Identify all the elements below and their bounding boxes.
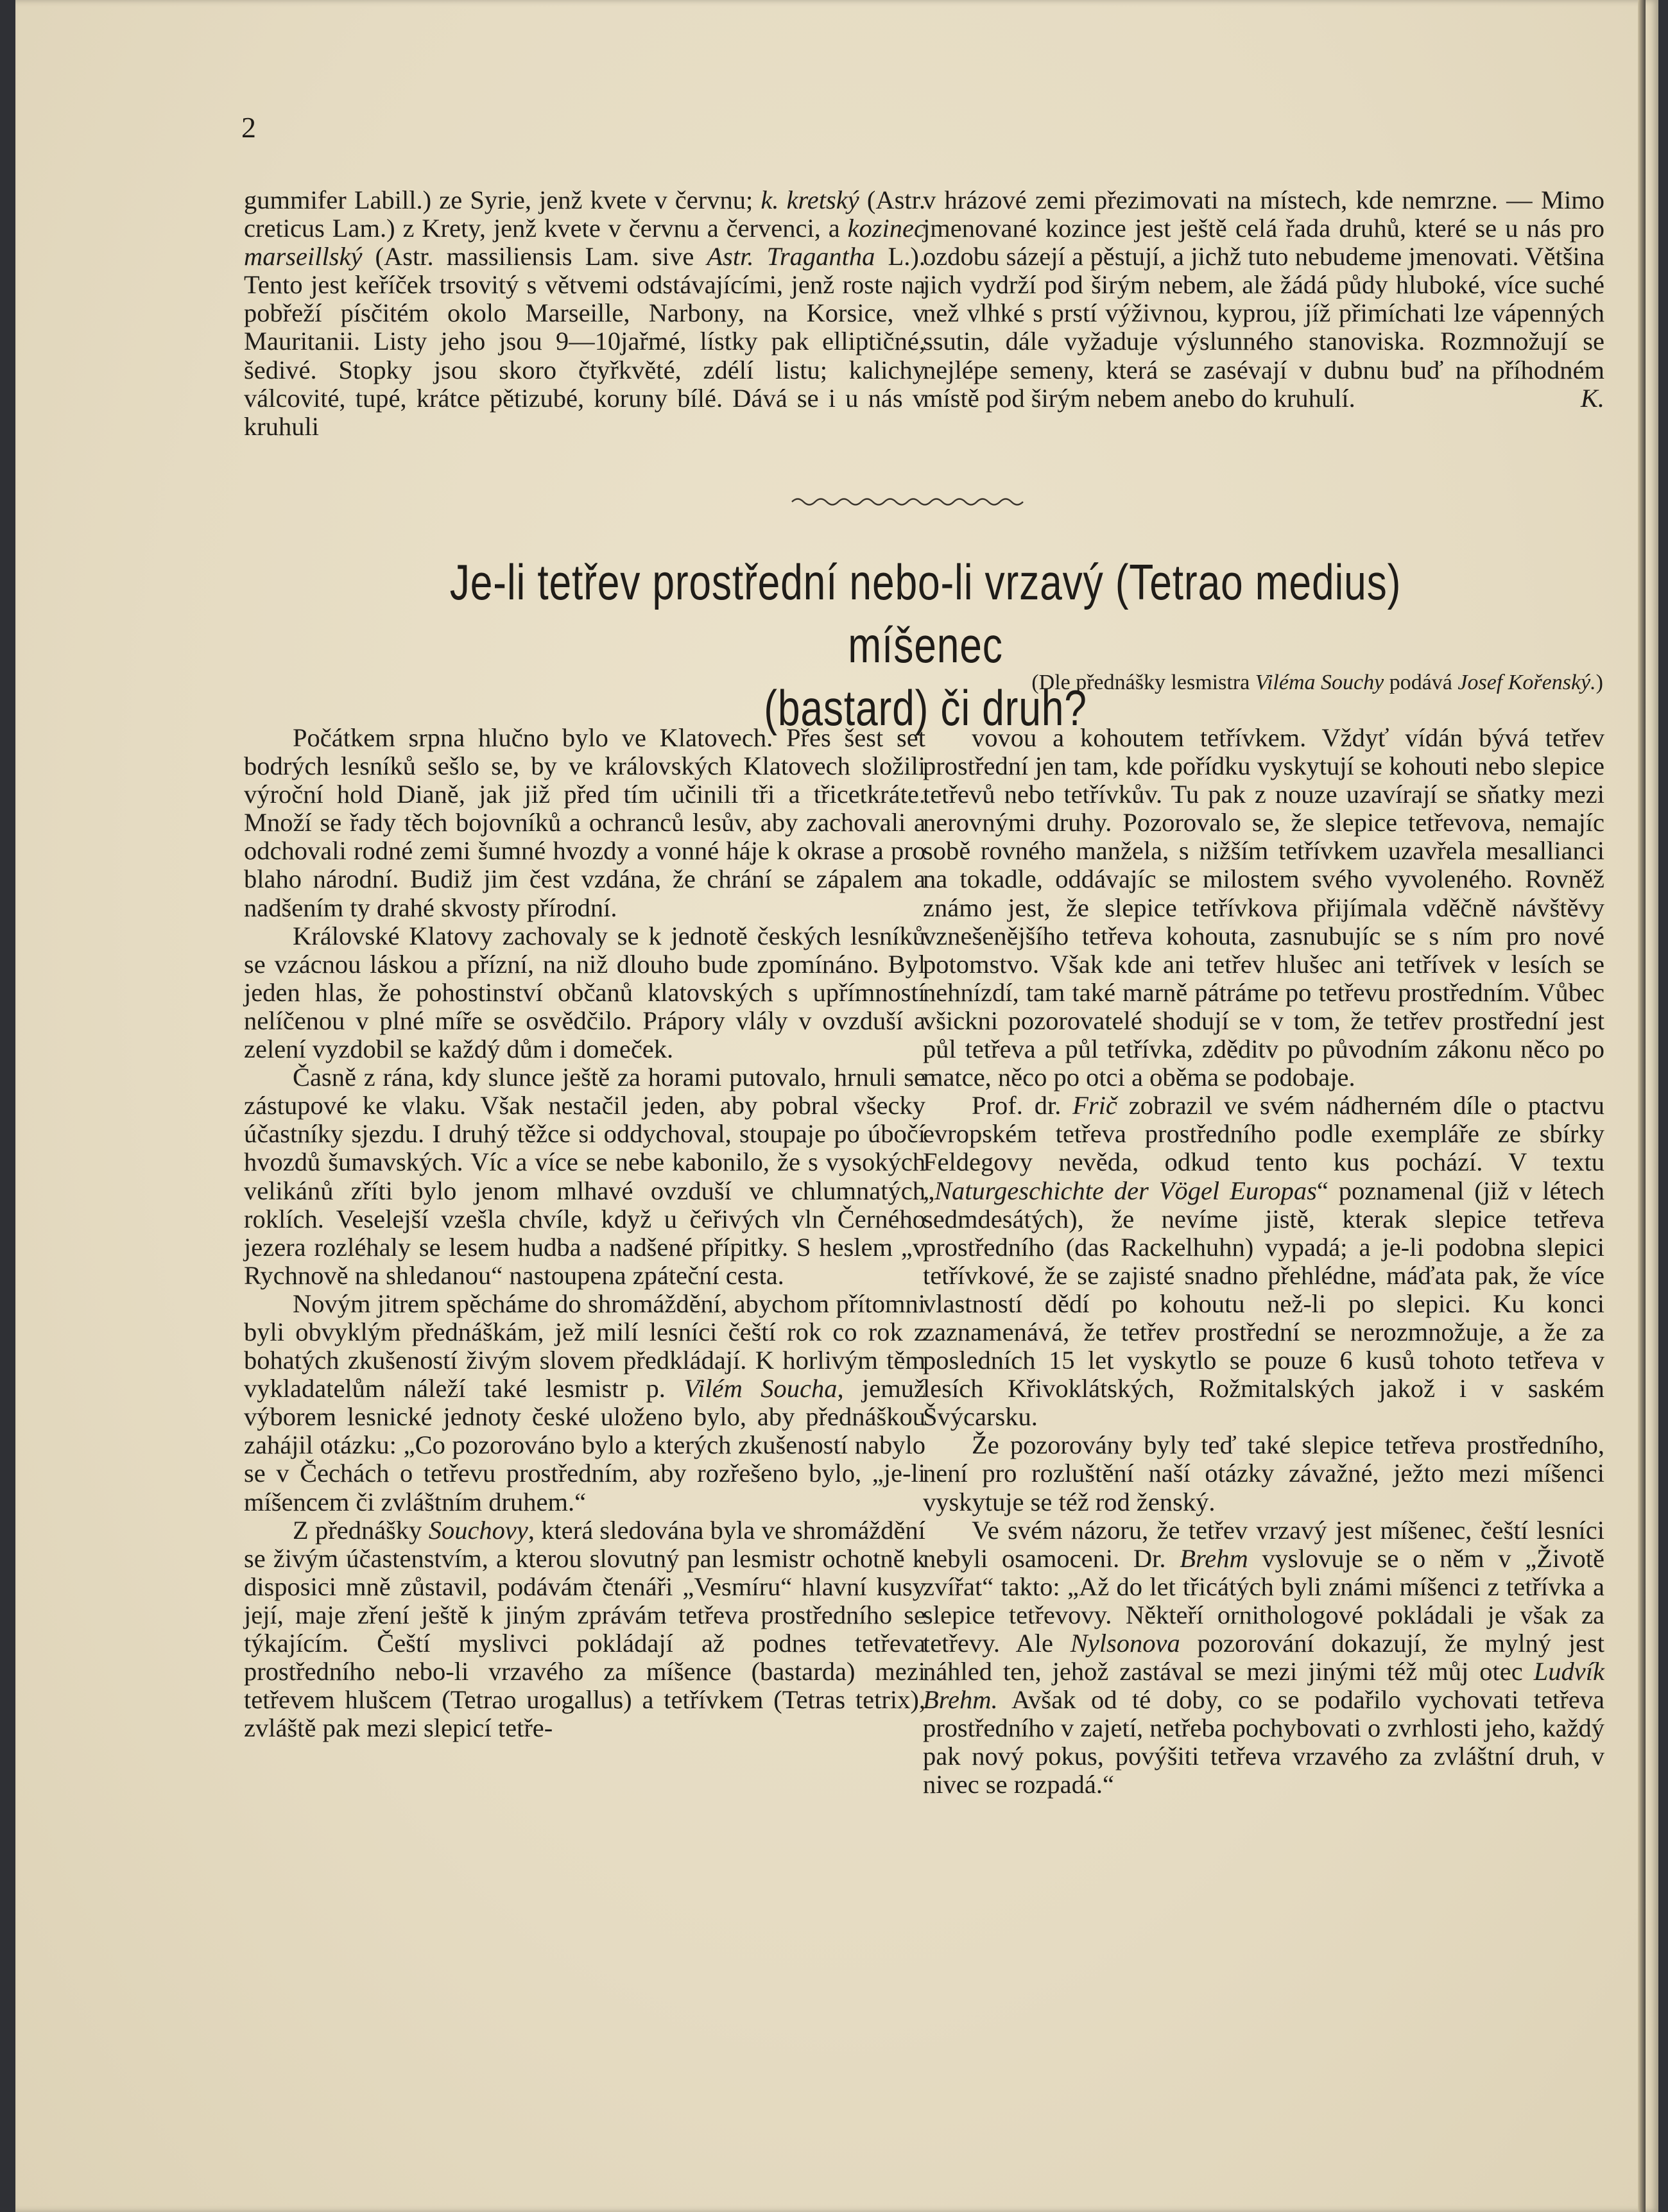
text-run: (Astr. massiliensis Lam. sive bbox=[362, 242, 707, 271]
page-number: 2 bbox=[241, 111, 256, 144]
italic-text-run: Nylsonova bbox=[1070, 1629, 1180, 1658]
text-run: Prof. dr. bbox=[972, 1091, 1073, 1120]
text-run: Z přednášky bbox=[293, 1515, 429, 1545]
italic-text-run: Ludvík Brehm. bbox=[923, 1657, 1604, 1715]
italic-text-run: Astr. Tragantha bbox=[707, 242, 875, 271]
text-run: (Dle přednášky lesmistra bbox=[1031, 671, 1255, 694]
text-run: Novým jitrem spěcháme do shromáždění, abychom přítomni byli obvyklým přednáškám, jež milí lesníci čeští rok co rok z bohatých zkušeností živým slovem předkládají. K horlivým těm vykladatelům náleží také lesmistr p. bbox=[244, 1289, 925, 1403]
article-column-right bbox=[923, 724, 1604, 1799]
continuation-text: v hrázové zemi přezimovati na místech, kde nemrzne. — Mimo jmenované kozince jest ještě celá řada druhů, které se u nás pro ozdobu sázejí a pěstují, a jichž tuto nebudeme jmenovati. Většina jich vydrží pod širým nebem, ale žádá půdy hluboké, více suché než vlhké s prstí výživnou, kyprou, jíž přimíchati lze vápenných ssutin, dále vyžaduje výslunného stanoviska. Rozmnožují se nejlépe semeny, která se zasévají v dubnu buď na příhodném místě pod širým nebem anebo do kruhulí. bbox=[923, 185, 1604, 413]
text-run: zobrazil ve svém nádherném díle o ptactvu evropském tetřeva prostředního podle exempláře ze sbírky Feldegovy nevěda, odkud tento kus pochází. V textu „ bbox=[923, 1091, 1604, 1205]
italic-text-run: Viléma bbox=[1255, 671, 1316, 694]
article-title-line-1: Je-li tetřev prostřední nebo-li vrzavý (Tetrao medius) míšenec bbox=[449, 554, 1402, 673]
article-paragraph bbox=[244, 1290, 925, 1516]
text-run: ) bbox=[1595, 671, 1603, 694]
italic-text-run: Vilém Soucha bbox=[684, 1374, 838, 1403]
article-paragraph bbox=[923, 1092, 1604, 1431]
article-title bbox=[383, 551, 1469, 739]
italic-text-run: Souchovy bbox=[428, 1515, 528, 1545]
text-run: vovou a kohoutem tetřívkem. Vždyť vídán bývá tetřev prostřední jen tam, kde pořídku vyskytují se kohouti nebo slepice tetřevů nebo tetřívkův. Tu pak z nouze uzavírají se sňatky mezi nerovnými druhy. Pozorovalo se, že slepice tetřevova, nemajíc sobě rovného manžela, s nižším tetřívkem uzavřela mesallianci na tokadle, oddávajíc se milostem svého vyvoleného. Rovněž známo jest, že slepice tetřívkova přijímala vděčně návštěvy vznešenějšího tetřeva kohouta, zasnubujíc se s ním pro nové potomstvo. Však kde ani tetřev hlušec ani tetřívek v lesích se nehnízdí, tam také marně pátráme po tetřevu prostředním. Vůbec všickni pozorovatelé shodují se v tom, že tetřev prostřední jest půl tetřeva a půl tetřívka, zděditv po původním zákonu něco po matce, něco po otci a oběma se podobaje. bbox=[923, 723, 1604, 1092]
continuation-column-left bbox=[244, 186, 925, 441]
text-run: , která sledována byla ve shromáždění se živým účastenstvím, a kterou slovutný pan lesmistr ochotně k disposici mně zůstavil, podávám čtenáři „Vesmíru“ hlavní kusy její, maje zření ještě k jiným zprávám tetřeva prostředního se týkajícím. Čeští myslivci pokládají až podnes tetřeva prostředního nebo-li vrzavého za míšence (bastarda) mezi tetřevem hlušcem (Tetrao urogallus) a tetřívkem (Tetras tetrix), zvláště pak mezi slepicí tetře- bbox=[244, 1515, 925, 1743]
article-paragraph bbox=[923, 724, 1604, 1092]
author-signature: K. bbox=[1580, 383, 1604, 413]
text-run: L.). Tento jest keříček trsovitý s větvemi odstávajícími, jenž roste na pobřeží písčitém okolo Marseille, Narbony, na Korsice, v Mauritanii. Listy jeho jsou 9—10jařmé, lístky pak elliptičné, šedivé. Stopky jsou skoro čtyřkvěté, zdélí listu; kalichy válcovité, tupé, krátce pětizubé, koruny bílé. Dává se i u nás v kruhuli bbox=[244, 242, 926, 441]
continuation-paragraph-right bbox=[923, 186, 1604, 413]
text-run: vyslovuje se o něm v „Životě zvířat“ takto: „Až do let třicátých byli známi míšenci z tetřívka a slepice tetřevovy. Někteří ornithologové pokládali je však za tetřevy. Ale bbox=[923, 1543, 1604, 1658]
article-paragraph bbox=[244, 1516, 925, 1743]
text-run: gummifer Labill.) ze Syrie, jenž kvete v červnu; bbox=[244, 185, 761, 214]
text-run: Avšak od té doby, co se podařilo vychovati tetřeva prostředního v zajetí, netřeba pochybovati o zvrhlosti jeho, každý pak nový pokus, povýšiti tetřeva vrzavého za zvláštní druh, v nivec se rozpadá.“ bbox=[923, 1685, 1604, 1799]
italic-text-run: kozinec marseillský bbox=[244, 214, 925, 271]
article-title-line-2: (bastard) či druh? bbox=[764, 680, 1087, 736]
text-run: Počátkem srpna hlučno bylo ve Klatovech. Přes šest set bodrých lesníků sešlo se, by ve královských Klatovech složili výroční hold Dianě, jak již před tím učinili tři a třicetkráte. Množí se řady těch bojovníků a ochranců lesův, aby zachovali a odchovali rodné zemi šumné hvozdy a vonné háje k okrase a pro blaho národní. Budiž jim čest vzdána, že chrání se zápalem a nadšením ty drahé skvosty přírodní. bbox=[244, 723, 925, 922]
text-run bbox=[1316, 671, 1321, 694]
italic-text-run: k. kretský bbox=[761, 185, 859, 214]
text-run: pozorování dokazují, že mylný jest náhled ten, jehož zastával se mezi jinými též můj otec bbox=[923, 1629, 1604, 1686]
article-paragraph bbox=[244, 922, 925, 1063]
text-run: Že pozorovány byly teď také slepice tetřeva prostředního, není pro rozluštění naší otázky závažné, ježto mezi míšenci vyskytuje se též rod ženský. bbox=[923, 1430, 1604, 1516]
article-paragraph bbox=[244, 1063, 925, 1290]
continuation-paragraph-left bbox=[244, 186, 925, 441]
decorative-divider bbox=[791, 495, 1024, 510]
text-run: (Astr. creticus Lam.) z Krety, jenž kvete v červnu a červenci, a bbox=[244, 185, 925, 243]
italic-text-run: Josef Kořenský. bbox=[1457, 671, 1596, 694]
continuation-column-right bbox=[923, 186, 1604, 413]
book-page bbox=[15, 0, 1658, 2212]
italic-text-run: Frič bbox=[1072, 1091, 1117, 1120]
text-run: , jemuž výborem lesnické jednoty české uloženo bylo, aby přednáškou zahájil otázku: „Co pozorováno bylo a kterých zkušeností nabylo se v Čechách o tetřevu prostředním, aby rozřešeno bylo, „je-li míšencem či zvláštním druhem.“ bbox=[244, 1374, 925, 1516]
article-paragraph bbox=[923, 1431, 1604, 1516]
text-run: Časně z rána, kdy slunce ještě za horami putovalo, hrnuli se zástupové ke vlaku. Však nestačil jeden, aby pobral všecky účastníky sjezdu. I druhý těžce si oddychoval, stoupaje po úbočí hvozdů šumavských. Víc a více se nebe kabonilo, že s vysokých velikánů zříti bylo jenom mlhavé ovzduší ve chlumnatých roklích. Veselejší vzešla chvíle, když u čeřivých vln Černého jezera rozléhaly se lesem hudba a nadšené přípitky. S heslem „v Rychnově na shledanou“ nastoupena zpáteční cesta. bbox=[244, 1063, 925, 1290]
italic-text-run: Brehm bbox=[1180, 1543, 1248, 1573]
text-run: Ve svém názoru, že tetřev vrzavý jest míšenec, čeští lesníci nebyli osamoceni. Dr. bbox=[923, 1515, 1604, 1573]
italic-text-run: Souchy bbox=[1321, 671, 1384, 694]
italic-text-run: Naturgeschichte der Vögel Europas bbox=[934, 1176, 1317, 1205]
article-column-left bbox=[244, 724, 925, 1742]
article-paragraph bbox=[244, 724, 925, 922]
text-run: podává bbox=[1384, 671, 1458, 694]
page-binding-edge bbox=[1638, 0, 1646, 2212]
text-run: “ poznamenal (již v létech sedmdesátých), že nevíme jistě, kterak slepice tetřeva prostředního (das Rackelhuhn) vypadá; a je-li podobna slepici tetřívkové, že se zajisté snadno přehlédne, máďata pak, že více vlastností dědí po kohoutu než-li po slepici. Ku konci zaznamenává, že tetřev prostřední se nerozmnožuje, a že za posledních 15 let vyskytlo se pouze 6 kusů tohoto tetřeva v lesích Křivoklátských, Rožmitalských jakož i v saském Švýcarsku. bbox=[923, 1176, 1604, 1432]
text-run: Královské Klatovy zachovaly se k jednotě českých lesníků se vzácnou láskou a přízní, na niž dlouho bude zpomínáno. Byl jeden hlas, že pohostinství občanů klatovských s upřímností nelíčenou v plné míře se osvědčilo. Prápory vlály v ovzduší a zelení vyzdobil se každý dům i domeček. bbox=[244, 921, 925, 1064]
article-byline bbox=[576, 670, 1603, 696]
article-paragraph bbox=[923, 1516, 1604, 1799]
